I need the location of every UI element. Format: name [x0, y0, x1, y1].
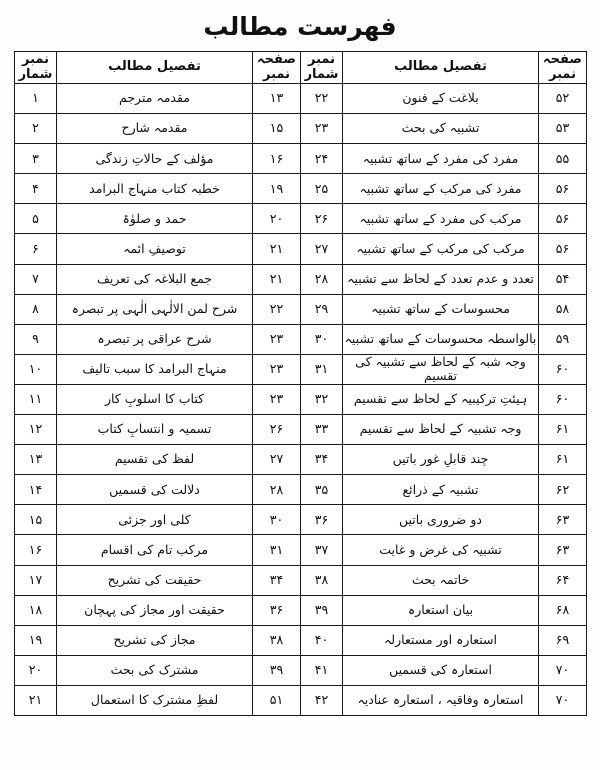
cell-detail-left: مرکب کی مفرد کے ساتھ تشبیہ	[343, 204, 539, 234]
cell-page-right: ۲۳	[253, 354, 301, 384]
table-row	[15, 685, 587, 715]
cell-detail-left: تعدد و عدم تعدد کے لحاظ سے تشبیہ	[343, 264, 539, 294]
table-row	[15, 655, 587, 685]
cell-detail-left: مرکب کی مرکب کے ساتھ تشبیہ	[343, 234, 539, 264]
cell-detail-left: بالواسطہ محسوسات کے ساتھ تشبیہ	[343, 324, 539, 354]
cell-serial-right: ۱۹	[15, 625, 57, 655]
cell-serial-right: ۲۰	[15, 655, 57, 685]
column-header-serial-right: نمبر شمار	[15, 52, 57, 84]
cell-serial-left: ۳۷	[301, 535, 343, 565]
cell-detail-left: ہیئتِ ترکیبیہ کے لحاظ سے تقسیم	[343, 384, 539, 414]
cell-serial-right: ۱۱	[15, 384, 57, 414]
column-header-serial-left: نمبر شمار	[301, 52, 343, 84]
cell-serial-left: ۴۰	[301, 625, 343, 655]
cell-detail-right: شرح عراقی پر تبصرہ	[57, 324, 253, 354]
cell-detail-right: مجاز کی تشریح	[57, 625, 253, 655]
cell-detail-right: حقیقت کی تشریح	[57, 565, 253, 595]
cell-detail-left: دو ضروری باتیں	[343, 505, 539, 535]
cell-serial-left: ۳۳	[301, 415, 343, 445]
cell-detail-right: جمع البلاغہ کی تعریف	[57, 264, 253, 294]
cell-serial-left: ۲۲	[301, 84, 343, 114]
cell-detail-right: منہاج البرامد کا سبب تالیف	[57, 354, 253, 384]
cell-detail-left: وجہ تشبیہ کے لحاظ سے تقسیم	[343, 415, 539, 445]
cell-page-right: ۲۸	[253, 475, 301, 505]
cell-serial-left: ۳۶	[301, 505, 343, 535]
cell-detail-right: مؤلف کے حالاتِ زندگی	[57, 144, 253, 174]
table-row	[15, 505, 587, 535]
cell-detail-left: بلاغت کے فنون	[343, 84, 539, 114]
cell-serial-left: ۳۱	[301, 354, 343, 384]
table-header	[15, 52, 587, 84]
table-row	[15, 595, 587, 625]
cell-page-right: ۱۳	[253, 84, 301, 114]
cell-serial-right: ۸	[15, 294, 57, 324]
cell-page-right: ۲۱	[253, 264, 301, 294]
cell-serial-right: ۹	[15, 324, 57, 354]
cell-page-right: ۲۲	[253, 294, 301, 324]
cell-detail-right: کلی اور جزئی	[57, 505, 253, 535]
cell-page-right: ۲۳	[253, 384, 301, 414]
cell-serial-left: ۲۵	[301, 174, 343, 204]
cell-page-left: ۵۳	[539, 114, 587, 144]
cell-serial-left: ۲۳	[301, 114, 343, 144]
cell-page-left: ۵۲	[539, 84, 587, 114]
cell-detail-right: شرح لمن الالٰہی الٰہی پر تبصرہ	[57, 294, 253, 324]
cell-page-left: ۶۸	[539, 595, 587, 625]
cell-detail-left: مفرد کی مرکب کے ساتھ تشبیہ	[343, 174, 539, 204]
cell-serial-left: ۳۹	[301, 595, 343, 625]
table-row	[15, 84, 587, 114]
cell-serial-right: ۲۱	[15, 685, 57, 715]
cell-page-left: ۵۶	[539, 204, 587, 234]
cell-serial-left: ۲۷	[301, 234, 343, 264]
table-row	[15, 114, 587, 144]
cell-serial-right: ۷	[15, 264, 57, 294]
column-header-detail-left: تفصیل مطالب	[343, 52, 539, 84]
cell-serial-right: ۱۵	[15, 505, 57, 535]
cell-detail-right: حقیقت اور مجاز کی پہچان	[57, 595, 253, 625]
cell-serial-right: ۱۳	[15, 445, 57, 475]
cell-detail-left: محسوسات کے ساتھ تشبیہ	[343, 294, 539, 324]
cell-serial-right: ۲	[15, 114, 57, 144]
cell-detail-right: مقدمہ مترجم	[57, 84, 253, 114]
cell-serial-right: ۱۴	[15, 475, 57, 505]
table-row	[15, 445, 587, 475]
cell-page-left: ۶۱	[539, 445, 587, 475]
cell-page-left: ۵۶	[539, 234, 587, 264]
cell-serial-left: ۲۹	[301, 294, 343, 324]
cell-page-left: ۷۰	[539, 685, 587, 715]
cell-page-right: ۳۱	[253, 535, 301, 565]
table-row	[15, 264, 587, 294]
cell-page-left: ۶۳	[539, 535, 587, 565]
cell-serial-left: ۳۲	[301, 384, 343, 414]
table-row	[15, 204, 587, 234]
cell-serial-right: ۱۲	[15, 415, 57, 445]
table-row	[15, 324, 587, 354]
cell-page-right: ۵۱	[253, 685, 301, 715]
cell-page-right: ۳۴	[253, 565, 301, 595]
cell-detail-left: خاتمہ بحث	[343, 565, 539, 595]
cell-serial-left: ۲۴	[301, 144, 343, 174]
cell-detail-left: وجہ شبہ کے لحاظ سے تشبیہ کی تقسیم	[343, 354, 539, 384]
cell-serial-right: ۱۰	[15, 354, 57, 384]
cell-serial-right: ۳	[15, 144, 57, 174]
cell-serial-left: ۴۱	[301, 655, 343, 685]
cell-page-left: ۶۲	[539, 475, 587, 505]
page-title: فهرست مطالب	[203, 12, 397, 41]
cell-serial-right: ۱۶	[15, 535, 57, 565]
table-row	[15, 565, 587, 595]
cell-page-left: ۵۶	[539, 174, 587, 204]
cell-detail-left: استعارہ کی قسمیں	[343, 655, 539, 685]
cell-detail-left: تشبیہ کی بحث	[343, 114, 539, 144]
cell-page-right: ۳۶	[253, 595, 301, 625]
cell-page-left: ۵۹	[539, 324, 587, 354]
cell-page-left: ۷۰	[539, 655, 587, 685]
cell-detail-right: لفظ کی تقسیم	[57, 445, 253, 475]
cell-serial-left: ۲۶	[301, 204, 343, 234]
cell-page-right: ۲۰	[253, 204, 301, 234]
table-row	[15, 174, 587, 204]
cell-page-right: ۳۹	[253, 655, 301, 685]
cell-detail-right: تسمیہ و انتسابِ کتاب	[57, 415, 253, 445]
cell-detail-right: مرکب تام کی اقسام	[57, 535, 253, 565]
cell-serial-right: ۱۷	[15, 565, 57, 595]
cell-page-right: ۲۱	[253, 234, 301, 264]
cell-page-right: ۳۰	[253, 505, 301, 535]
cell-detail-right: لفظِ مشترک کا استعمال	[57, 685, 253, 715]
cell-page-right: ۱۶	[253, 144, 301, 174]
cell-serial-right: ۶	[15, 234, 57, 264]
table-row	[15, 415, 587, 445]
cell-serial-left: ۳۴	[301, 445, 343, 475]
cell-serial-right: ۴	[15, 174, 57, 204]
table-body	[15, 84, 587, 716]
cell-page-left: ۶۰	[539, 354, 587, 384]
cell-detail-left: چند قابلِ غور باتیں	[343, 445, 539, 475]
cell-detail-left: مفرد کی مفرد کے ساتھ تشبیہ	[343, 144, 539, 174]
cell-detail-right: مقدمہ شارح	[57, 114, 253, 144]
cell-serial-left: ۳۵	[301, 475, 343, 505]
cell-page-left: ۵۴	[539, 264, 587, 294]
cell-serial-left: ۳۰	[301, 324, 343, 354]
cell-page-left: ۶۴	[539, 565, 587, 595]
cell-detail-right: توصیفِ ائمہ	[57, 234, 253, 264]
cell-page-right: ۱۵	[253, 114, 301, 144]
table-row	[15, 234, 587, 264]
cell-page-right: ۱۹	[253, 174, 301, 204]
table-of-contents	[14, 51, 587, 716]
cell-detail-right: مشترک کی بحث	[57, 655, 253, 685]
column-header-detail-right: تفصیل مطالب	[57, 52, 253, 84]
table-row	[15, 625, 587, 655]
cell-serial-right: ۱	[15, 84, 57, 114]
cell-page-right: ۲۶	[253, 415, 301, 445]
cell-page-left: ۶۰	[539, 384, 587, 414]
cell-detail-left: تشبیہ کے ذرائع	[343, 475, 539, 505]
cell-page-right: ۲۷	[253, 445, 301, 475]
table-row	[15, 144, 587, 174]
cell-detail-right: حمد و صلوٰۃ	[57, 204, 253, 234]
column-header-page-left: صفحہ نمبر	[539, 52, 587, 84]
table-row	[15, 294, 587, 324]
table-header-row	[15, 52, 587, 84]
cell-detail-right: دلالت کی قسمیں	[57, 475, 253, 505]
cell-page-left: ۵۵	[539, 144, 587, 174]
cell-page-left: ۶۱	[539, 415, 587, 445]
cell-serial-left: ۳۸	[301, 565, 343, 595]
cell-page-left: ۶۳	[539, 505, 587, 535]
table-row	[15, 475, 587, 505]
cell-serial-right: ۱۸	[15, 595, 57, 625]
cell-page-right: ۲۳	[253, 324, 301, 354]
cell-detail-left: استعارہ اور مستعارلہ	[343, 625, 539, 655]
cell-page-left: ۶۹	[539, 625, 587, 655]
cell-serial-left: ۲۸	[301, 264, 343, 294]
cell-page-right: ۳۸	[253, 625, 301, 655]
table-row	[15, 384, 587, 414]
cell-detail-left: تشبیہ کی غرض و غایت	[343, 535, 539, 565]
column-header-page-right: صفحہ نمبر	[253, 52, 301, 84]
cell-detail-right: کتاب کا اسلوبِ کار	[57, 384, 253, 414]
cell-detail-right: خطبہ کتاب منہاج البرامد	[57, 174, 253, 204]
cell-serial-right: ۵	[15, 204, 57, 234]
cell-detail-left: بیان استعارہ	[343, 595, 539, 625]
table-row	[15, 354, 587, 384]
cell-serial-left: ۴۲	[301, 685, 343, 715]
cell-page-left: ۵۸	[539, 294, 587, 324]
table-row	[15, 535, 587, 565]
cell-detail-left: استعارہ وفاقیہ ، استعارہ عنادیہ	[343, 685, 539, 715]
